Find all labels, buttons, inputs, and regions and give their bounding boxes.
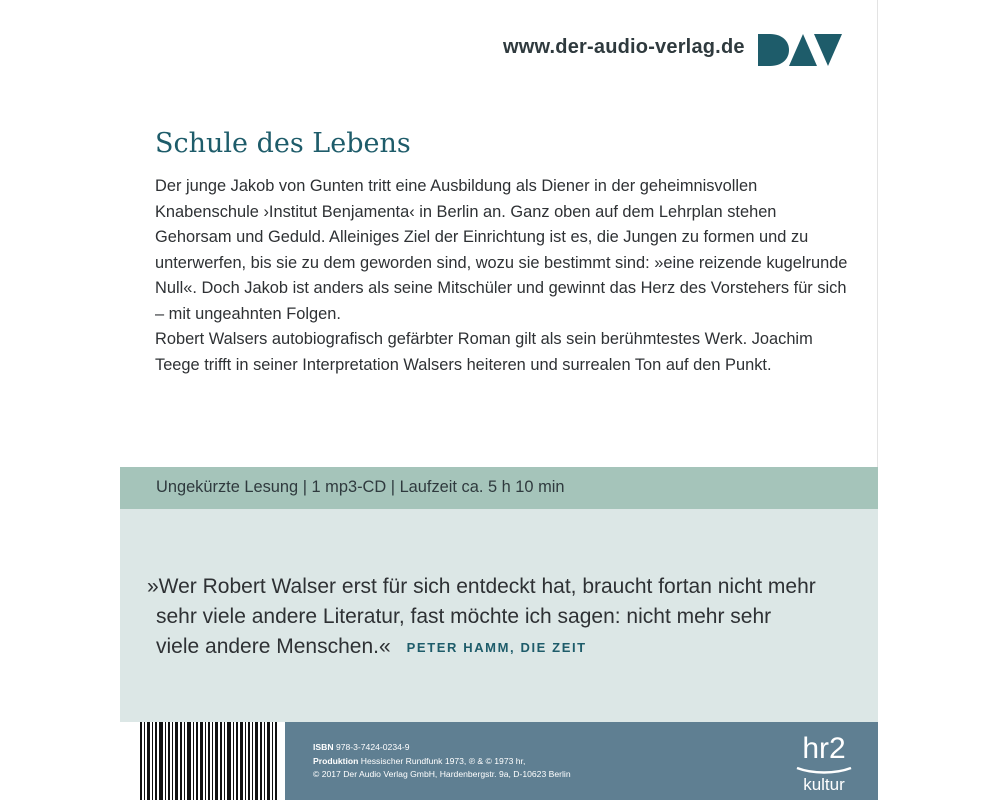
- isbn-value: 978-3-7424-0234-9: [335, 742, 410, 752]
- publisher-url[interactable]: www.der-audio-verlag.de: [503, 36, 745, 58]
- production-value: Hessischer Rundfunk 1973, ℗ & © 1973 hr,: [360, 755, 526, 766]
- kultur-logo-text: kultur: [803, 775, 845, 794]
- isbn-line: [313, 741, 571, 755]
- production-label: Produktion: [313, 755, 359, 766]
- hr2-logo-text: hr2: [802, 732, 846, 765]
- review-quote: [147, 572, 847, 663]
- barcode: [140, 722, 280, 800]
- description-paragraph: Robert Walsers autobiografisch gefärbter Roman gilt als sein berühmtestes Werk. Joachim Teege trifft in seiner Interpretation Walsers heiteren und surrealen Ton auf den Punkt.: [155, 330, 813, 374]
- quote-line: [147, 602, 847, 632]
- description-paragraph: Der junge Jakob von Gunten tritt eine Ausbildung als Diener in der geheimnisvollen Knabenschule ›Institut Benjamenta‹ in Berlin an. Ganz oben auf dem Lehrplan stehen Gehorsam und Geduld. Alleiniges Ziel der Einrichtung ist es, die Jungen zu formen und zu unterwerfen, bis sie zu dem geworden sind, wozu sie bestimmt sind: »eine reizende kugelrunde Null«. Doch Jakob ist anders als seine Mitschüler und gewinnt das Herz des Vorstehers für sich – mit ungeahnten Folgen.: [155, 177, 848, 323]
- quote-source: PETER HAMM, DIE ZEIT: [406, 640, 587, 655]
- review-quote-box: [120, 509, 878, 722]
- quote-line: [147, 632, 847, 663]
- edition-info-band: [120, 467, 878, 509]
- copyright-line: © 2017 Der Audio Verlag GmbH, Hardenbergstr. 9a, D-10623 Berlin: [313, 769, 571, 780]
- footer-bar: [285, 722, 878, 800]
- quote-line-text: sehr viele andere Literatur, fast möchte ich sagen: nicht mehr sehr: [156, 605, 772, 628]
- quote-line: »Wer Robert Walser erst für sich entdeckt hat, braucht fortan nicht mehr: [147, 575, 816, 598]
- imprint-text: [313, 741, 571, 782]
- production-line: [313, 755, 571, 769]
- hr2-kultur-logo: [793, 730, 855, 798]
- book-description: [155, 174, 855, 378]
- book-section-title: Schule des Lebens: [155, 128, 411, 159]
- edition-info-text: Ungekürzte Lesung | 1 mp3-CD | Laufzeit ca. 5 h 10 min: [156, 478, 565, 496]
- isbn-label: ISBN: [313, 742, 334, 752]
- panel-edge-line: [877, 0, 878, 467]
- quote-line-text: viele andere Menschen.«: [156, 635, 391, 658]
- dav-logo: [758, 34, 844, 66]
